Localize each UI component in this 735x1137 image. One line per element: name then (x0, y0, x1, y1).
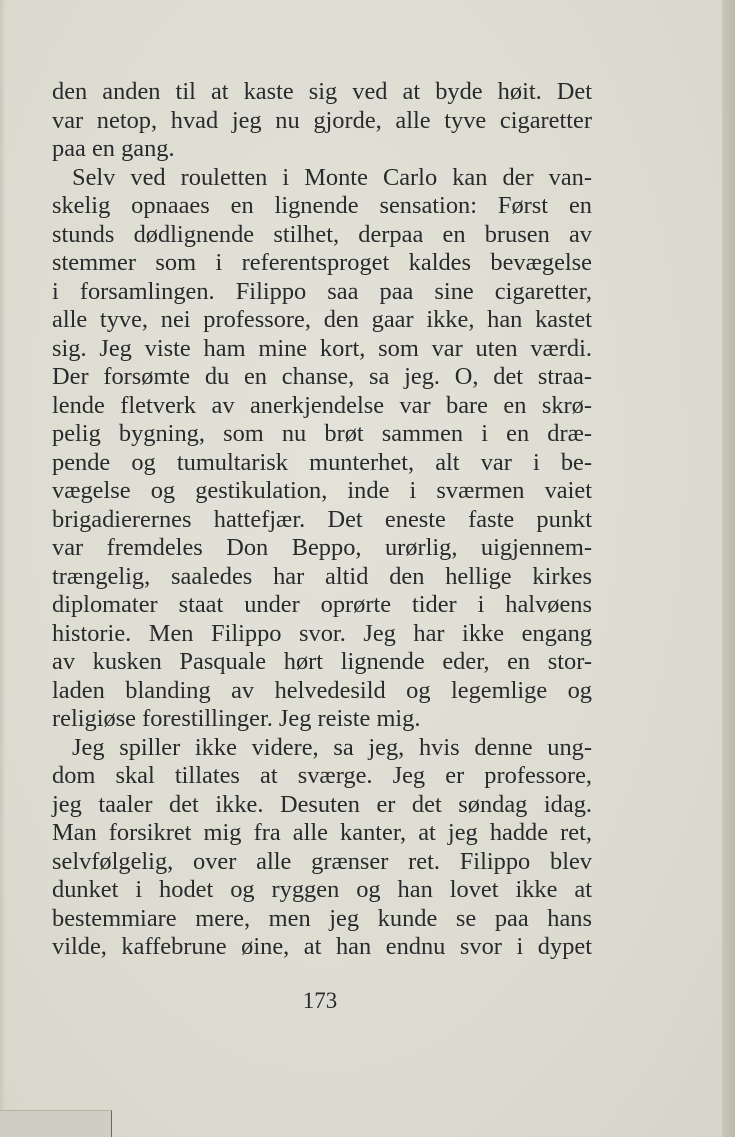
text-line: stemmer som i referentsproget kaldes bevægelse (52, 249, 592, 276)
text-line: dunket i hodet og ryggen og han lovet ikke at (52, 876, 592, 903)
text-line: historie. Men Filippo svor. Jeg har ikke engang (52, 619, 592, 647)
text-line: diplomater staat under oprørte tider i halvøens (52, 591, 592, 618)
text-line: religiøse forestillinger. Jeg reiste mig. (52, 705, 421, 732)
text-line: vilde, kaffebrune øine, at han endnu svor i dypet (52, 933, 592, 960)
text-line: jeg taaler det ikke. Desuten er det søndag idag. (52, 790, 592, 818)
page-edge (722, 0, 735, 1137)
text-line: stunds dødlignende stilhet, derpaa en brusen av (52, 220, 592, 248)
text-line: pelig bygning, som nu brøt sammen i en dræ- (52, 420, 592, 447)
text-line: i forsamlingen. Filippo saa paa sine cigaretter, (52, 277, 592, 305)
page-number: 173 (302, 988, 338, 1013)
text-line: sig. Jeg viste ham mine kort, som var uten værdi. (52, 334, 592, 362)
text-line: vægelse og gestikulation, inde i sværmen vaiet (52, 477, 592, 504)
text-line: skelig opnaaes en lignende sensation: Først en (52, 192, 592, 219)
text-line: Jeg spiller ikke videre, sa jeg, hvis denne ung- (72, 733, 592, 761)
text-line: Man forsikret mig fra alle kanter, at jeg hadde ret, (52, 819, 592, 846)
text-line: av kusken Pasquale hørt lignende eder, en stor- (52, 648, 592, 675)
text-line: var fremdeles Don Beppo, urørlig, uigjennem- (52, 534, 592, 561)
text-line: alle tyve, nei professore, den gaar ikke, han kastet (52, 306, 592, 333)
text-line: var netop, hvad jeg nu gjorde, alle tyve cigaretter (52, 106, 592, 134)
page-corner-tab (0, 1110, 112, 1137)
text-line: paa en gang. (52, 135, 175, 162)
text-line: lende fletverk av anerkjendelse var bare en skrø- (52, 391, 592, 419)
text-line: Selv ved rouletten i Monte Carlo kan der van- (72, 163, 592, 191)
text-line: brigadierernes hattefjær. Det eneste faste punkt (52, 505, 592, 533)
text-line: laden blanding av helvedesild og legemlige og (52, 676, 592, 704)
body-text (52, 78, 592, 962)
text-line: trængelig, saaledes har altid den hellige kirkes (52, 562, 592, 590)
text-line: den anden til at kaste sig ved at byde høit. Det (52, 78, 592, 105)
text-line: Der forsømte du en chanse, sa jeg. O, det straa- (52, 363, 592, 390)
text-line: pende og tumultarisk munterhet, alt var i be- (52, 448, 592, 476)
text-line: bestemmiare mere, men jeg kunde se paa hans (52, 904, 592, 932)
text-line: dom skal tillates at sværge. Jeg er professore, (52, 762, 592, 789)
spine-shadow (0, 0, 6, 1137)
text-line: selvfølgelig, over alle grænser ret. Filippo blev (52, 847, 592, 875)
